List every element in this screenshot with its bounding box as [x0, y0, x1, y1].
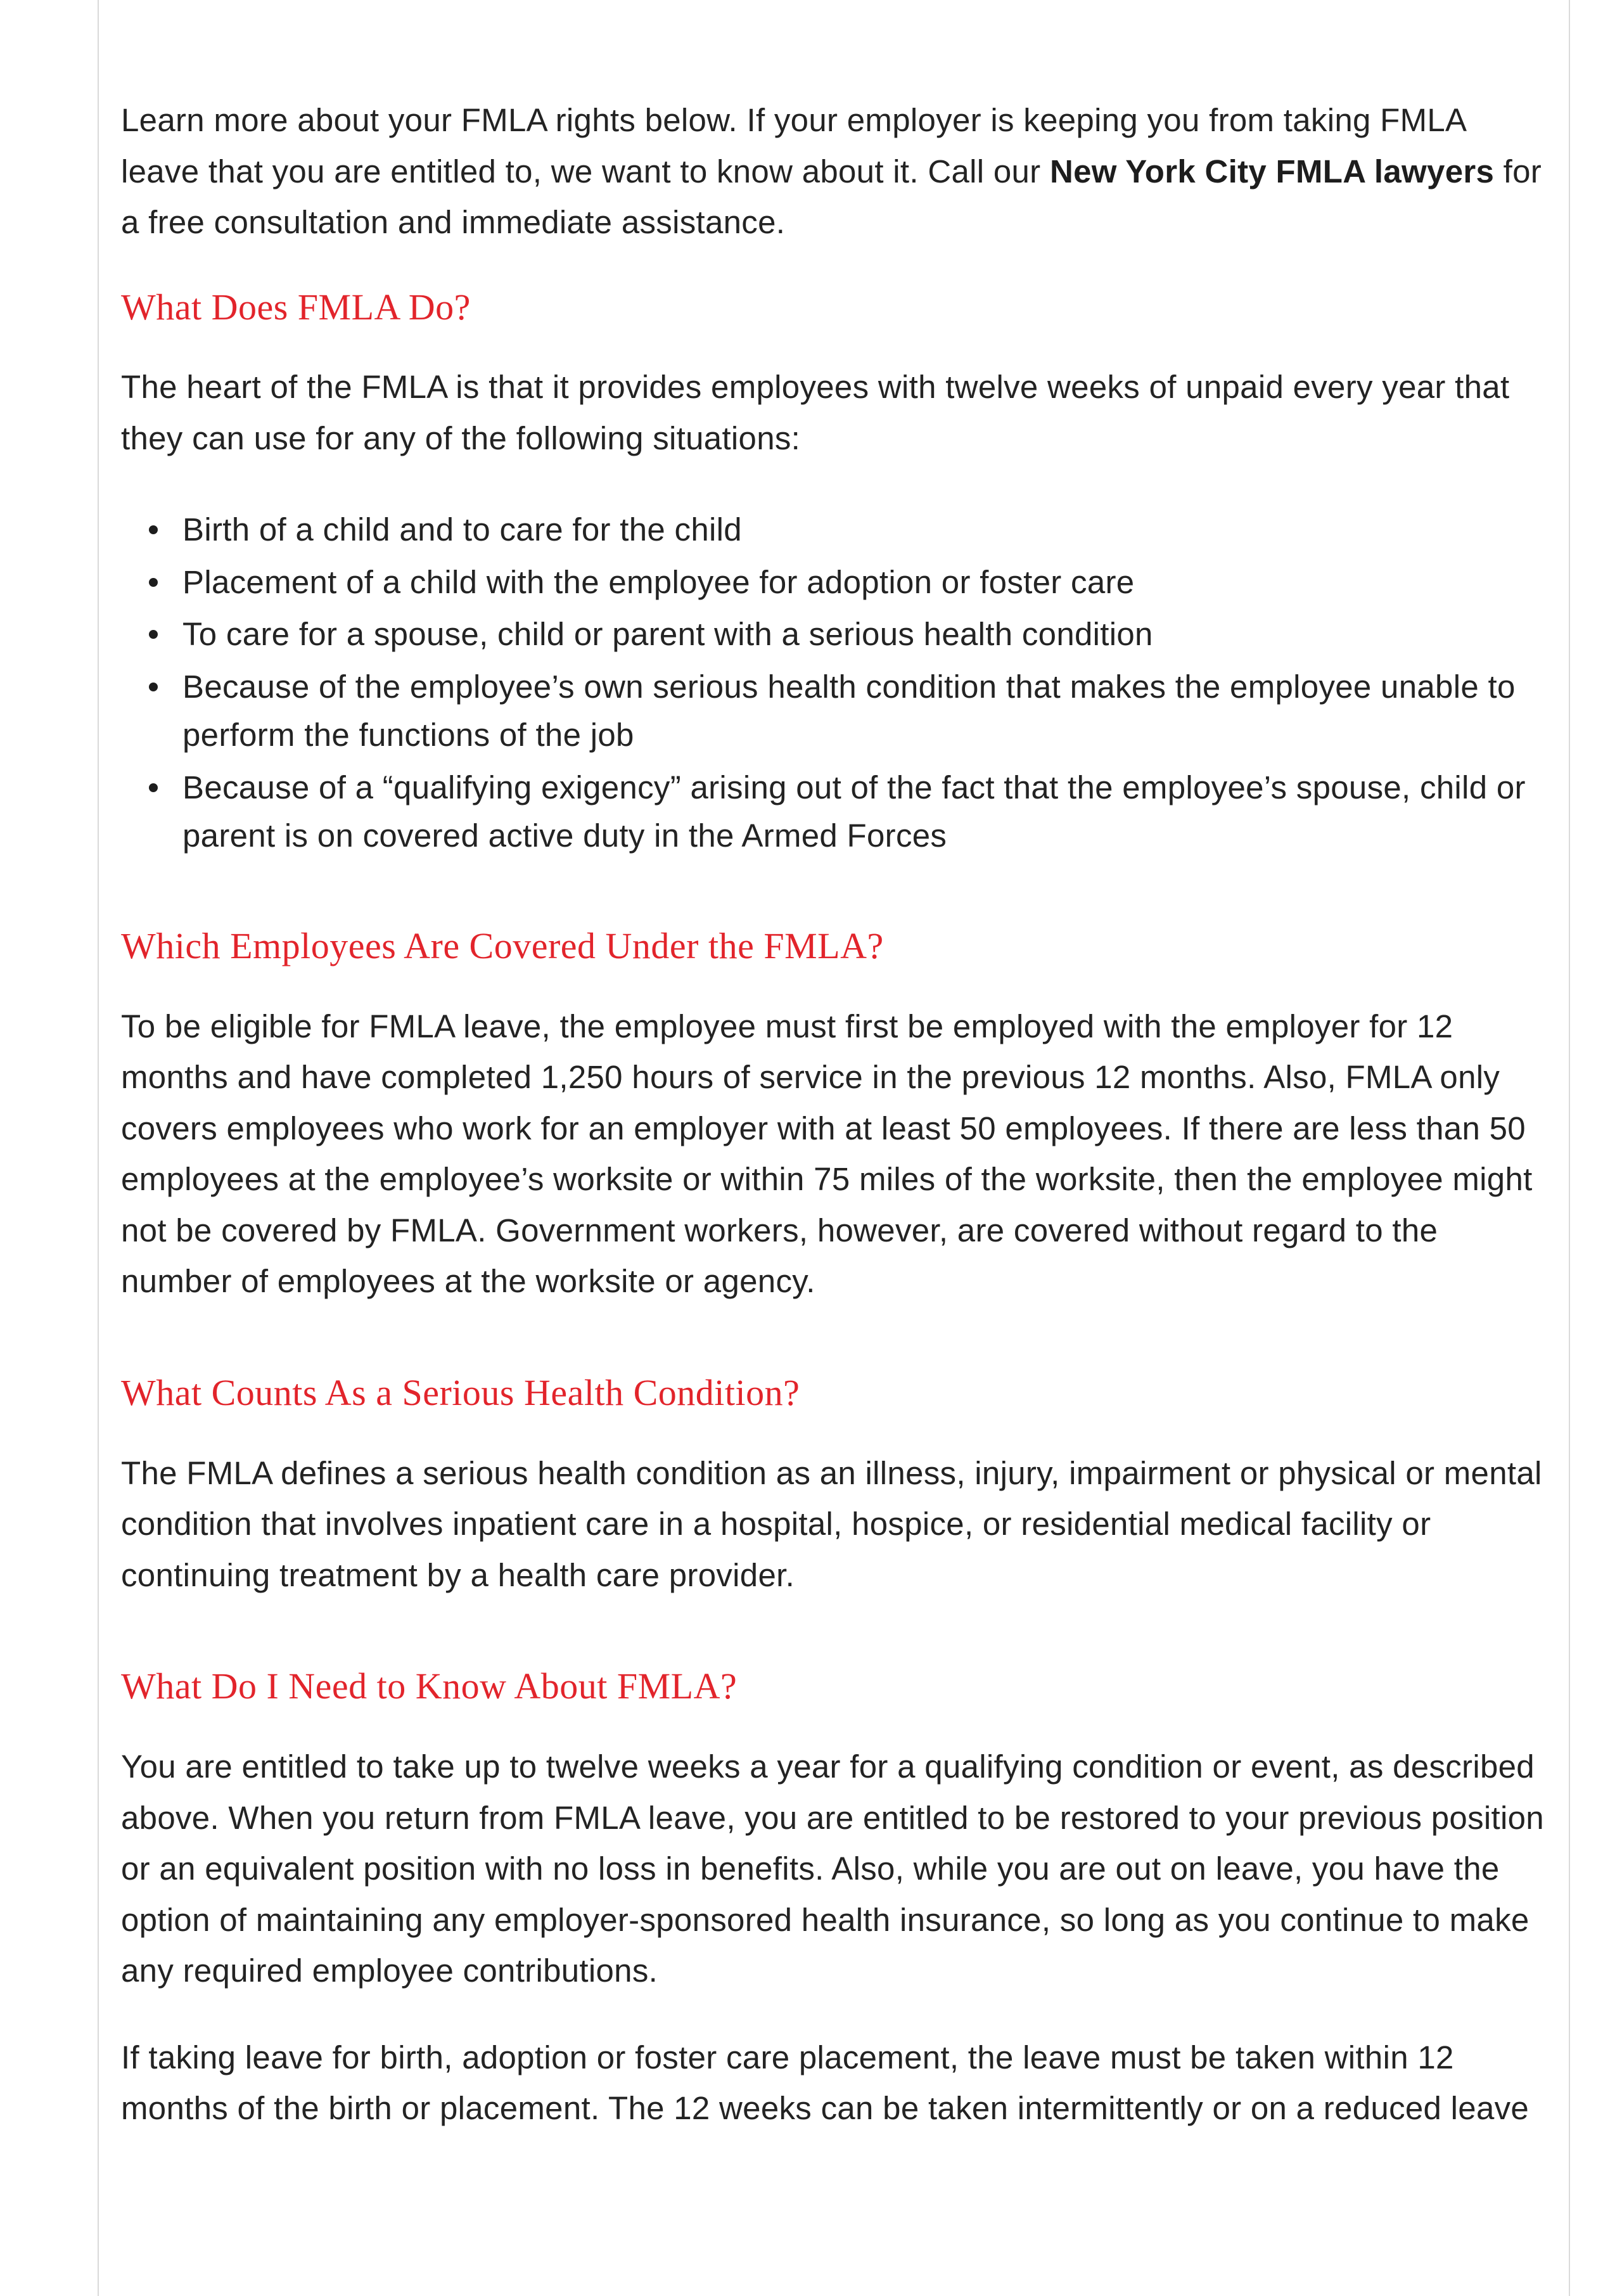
article-content-card	[98, 0, 1570, 2296]
intro-text-before-link: Learn more about your FMLA rights below. If your employer is keeping you from taking FMLA leave that you are entitled to, we want to know about it. Call our	[121, 102, 1466, 189]
section-heading-need-to-know: What Do I Need to Know About FMLA?	[121, 1665, 738, 1707]
section-heading-serious-health-condition: What Counts As a Serious Health Condition?	[121, 1372, 800, 1414]
list-item-care-family: To care for a spouse, child or parent with a serious health condition	[121, 610, 1547, 659]
article-body	[121, 95, 1547, 2134]
paragraph-fmla-purpose: The heart of the FMLA is that it provides employees with twelve weeks of unpaid every year that they can use for any of the following situations:	[121, 369, 1510, 456]
intro-text-after-link: for a free consultation and immediate assistance.	[121, 153, 1542, 241]
list-item-birth: Birth of a child and to care for the child	[121, 506, 1547, 555]
paragraph-serious-health-definition: The FMLA defines a serious health condition as an illness, injury, impairment or physical or mental condition that involves inpatient care in a hospital, hospice, or residential medical facility or continuing treatment by a health care provider.	[121, 1454, 1542, 1593]
section-heading-what-does-fmla-do: What Does FMLA Do?	[121, 286, 471, 328]
section-heading-which-employees-covered: Which Employees Are Covered Under the FMLA?	[121, 925, 884, 966]
paragraph-birth-adoption-timing: If taking leave for birth, adoption or foster care placement, the leave must be taken within 12 months of the birth or placement. The 12 weeks can be taken intermittently or on a reduced leave	[121, 2039, 1529, 2127]
intro-paragraph	[121, 95, 1547, 248]
list-item-qualifying-exigency: Because of a “qualifying exigency” arising out of the fact that the employee’s spouse, child or parent is on covered active duty in the Armed Forces	[121, 764, 1547, 861]
nyc-fmla-lawyers-link[interactable]: New York City FMLA lawyers	[1049, 153, 1495, 189]
paragraph-entitlements: You are entitled to take up to twelve weeks a year for a qualifying condition or event, as described above. When you return from FMLA leave, you are entitled to be restored to your previous position or an equivalent position with no loss in benefits. Also, while you are out on leave, you have the option of maintaining any employer-sponsored health insurance, so long as you continue to make any required employee contributions.	[121, 1748, 1544, 1989]
list-item-own-condition: Because of the employee’s own serious health condition that makes the employee unable to perform the functions of the job	[121, 663, 1547, 760]
list-item-placement: Placement of a child with the employee for adoption or foster care	[121, 558, 1547, 607]
fmla-situations-list	[121, 506, 1547, 861]
paragraph-eligibility: To be eligible for FMLA leave, the employee must first be employed with the employer for 12 months and have completed 1,250 hours of service in the previous 12 months. Also, FMLA only covers employees who work for an employer with at least 50 employees. If there are less than 50 employees at the employee’s worksite or within 75 miles of the worksite, then the employee might not be covered by FMLA. Government workers, however, are covered without regard to the number of employees at the worksite or agency.	[121, 1008, 1533, 1300]
